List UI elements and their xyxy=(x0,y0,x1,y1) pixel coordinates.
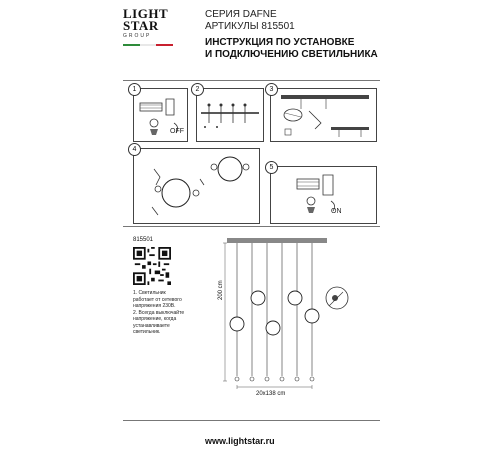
step-5-illustration xyxy=(271,167,376,223)
step-4-number: 4 xyxy=(128,143,141,156)
step-2-illustration xyxy=(197,89,263,141)
footer-website-link[interactable]: www.lightstar.ru xyxy=(205,436,275,446)
italian-flag-stripe xyxy=(123,44,173,46)
step-4-illustration xyxy=(134,149,259,223)
step-3-panel xyxy=(270,88,377,142)
note-line-1: 1. Светильник xyxy=(133,290,166,296)
step-1-panel xyxy=(133,88,188,142)
chandelier-drawing xyxy=(215,236,355,408)
qr-code-icon[interactable] xyxy=(133,247,171,285)
step-3-number: 3 xyxy=(265,83,278,96)
title-line-1: ИНСТРУКЦИЯ ПО УСТАНОВКЕ xyxy=(205,37,355,48)
note-line-3: напряжения 230В. xyxy=(133,303,176,309)
step-1-number: 1 xyxy=(128,83,141,96)
middle-divider xyxy=(123,226,380,227)
product-code: 815501 xyxy=(133,237,154,243)
logo-line-star: STAR xyxy=(123,18,159,33)
step-2-number: 2 xyxy=(191,83,204,96)
logo-line-light: LIGHT xyxy=(123,6,169,21)
note-line-4: 2. Всегда выключайте xyxy=(133,309,185,316)
note-line-2: работает от сетевого xyxy=(133,296,182,303)
step-5-number: 5 xyxy=(265,161,278,174)
instruction-title xyxy=(205,37,378,61)
step-1-off-label: OFF xyxy=(170,128,184,135)
step-5-panel xyxy=(270,166,377,224)
title-line-2: И ПОДКЛЮЧЕНИЮ СВЕТИЛЬНИКА xyxy=(205,49,378,60)
note-line-5: напряжение, когда xyxy=(133,316,177,322)
step-3-illustration xyxy=(271,89,376,141)
note-line-6: устанавливаете xyxy=(133,322,170,329)
bottom-divider xyxy=(123,420,380,421)
width-dimension: 20x138 cm xyxy=(256,391,286,397)
step-4-panel xyxy=(133,148,260,224)
step-2-panel xyxy=(196,88,264,142)
step-5-on-label: ON xyxy=(331,208,342,215)
logo-line-group: GROUP xyxy=(123,33,152,39)
safety-notes xyxy=(133,290,203,336)
series-block xyxy=(205,9,295,33)
article-number: АРТИКУЛЫ 815501 xyxy=(205,21,295,32)
top-divider xyxy=(123,80,380,81)
note-line-7: светильник. xyxy=(133,329,161,335)
series-name: СЕРИЯ DAFNE xyxy=(205,9,277,20)
height-dimension: 200 cm xyxy=(218,280,224,300)
brand-logo xyxy=(123,8,183,39)
